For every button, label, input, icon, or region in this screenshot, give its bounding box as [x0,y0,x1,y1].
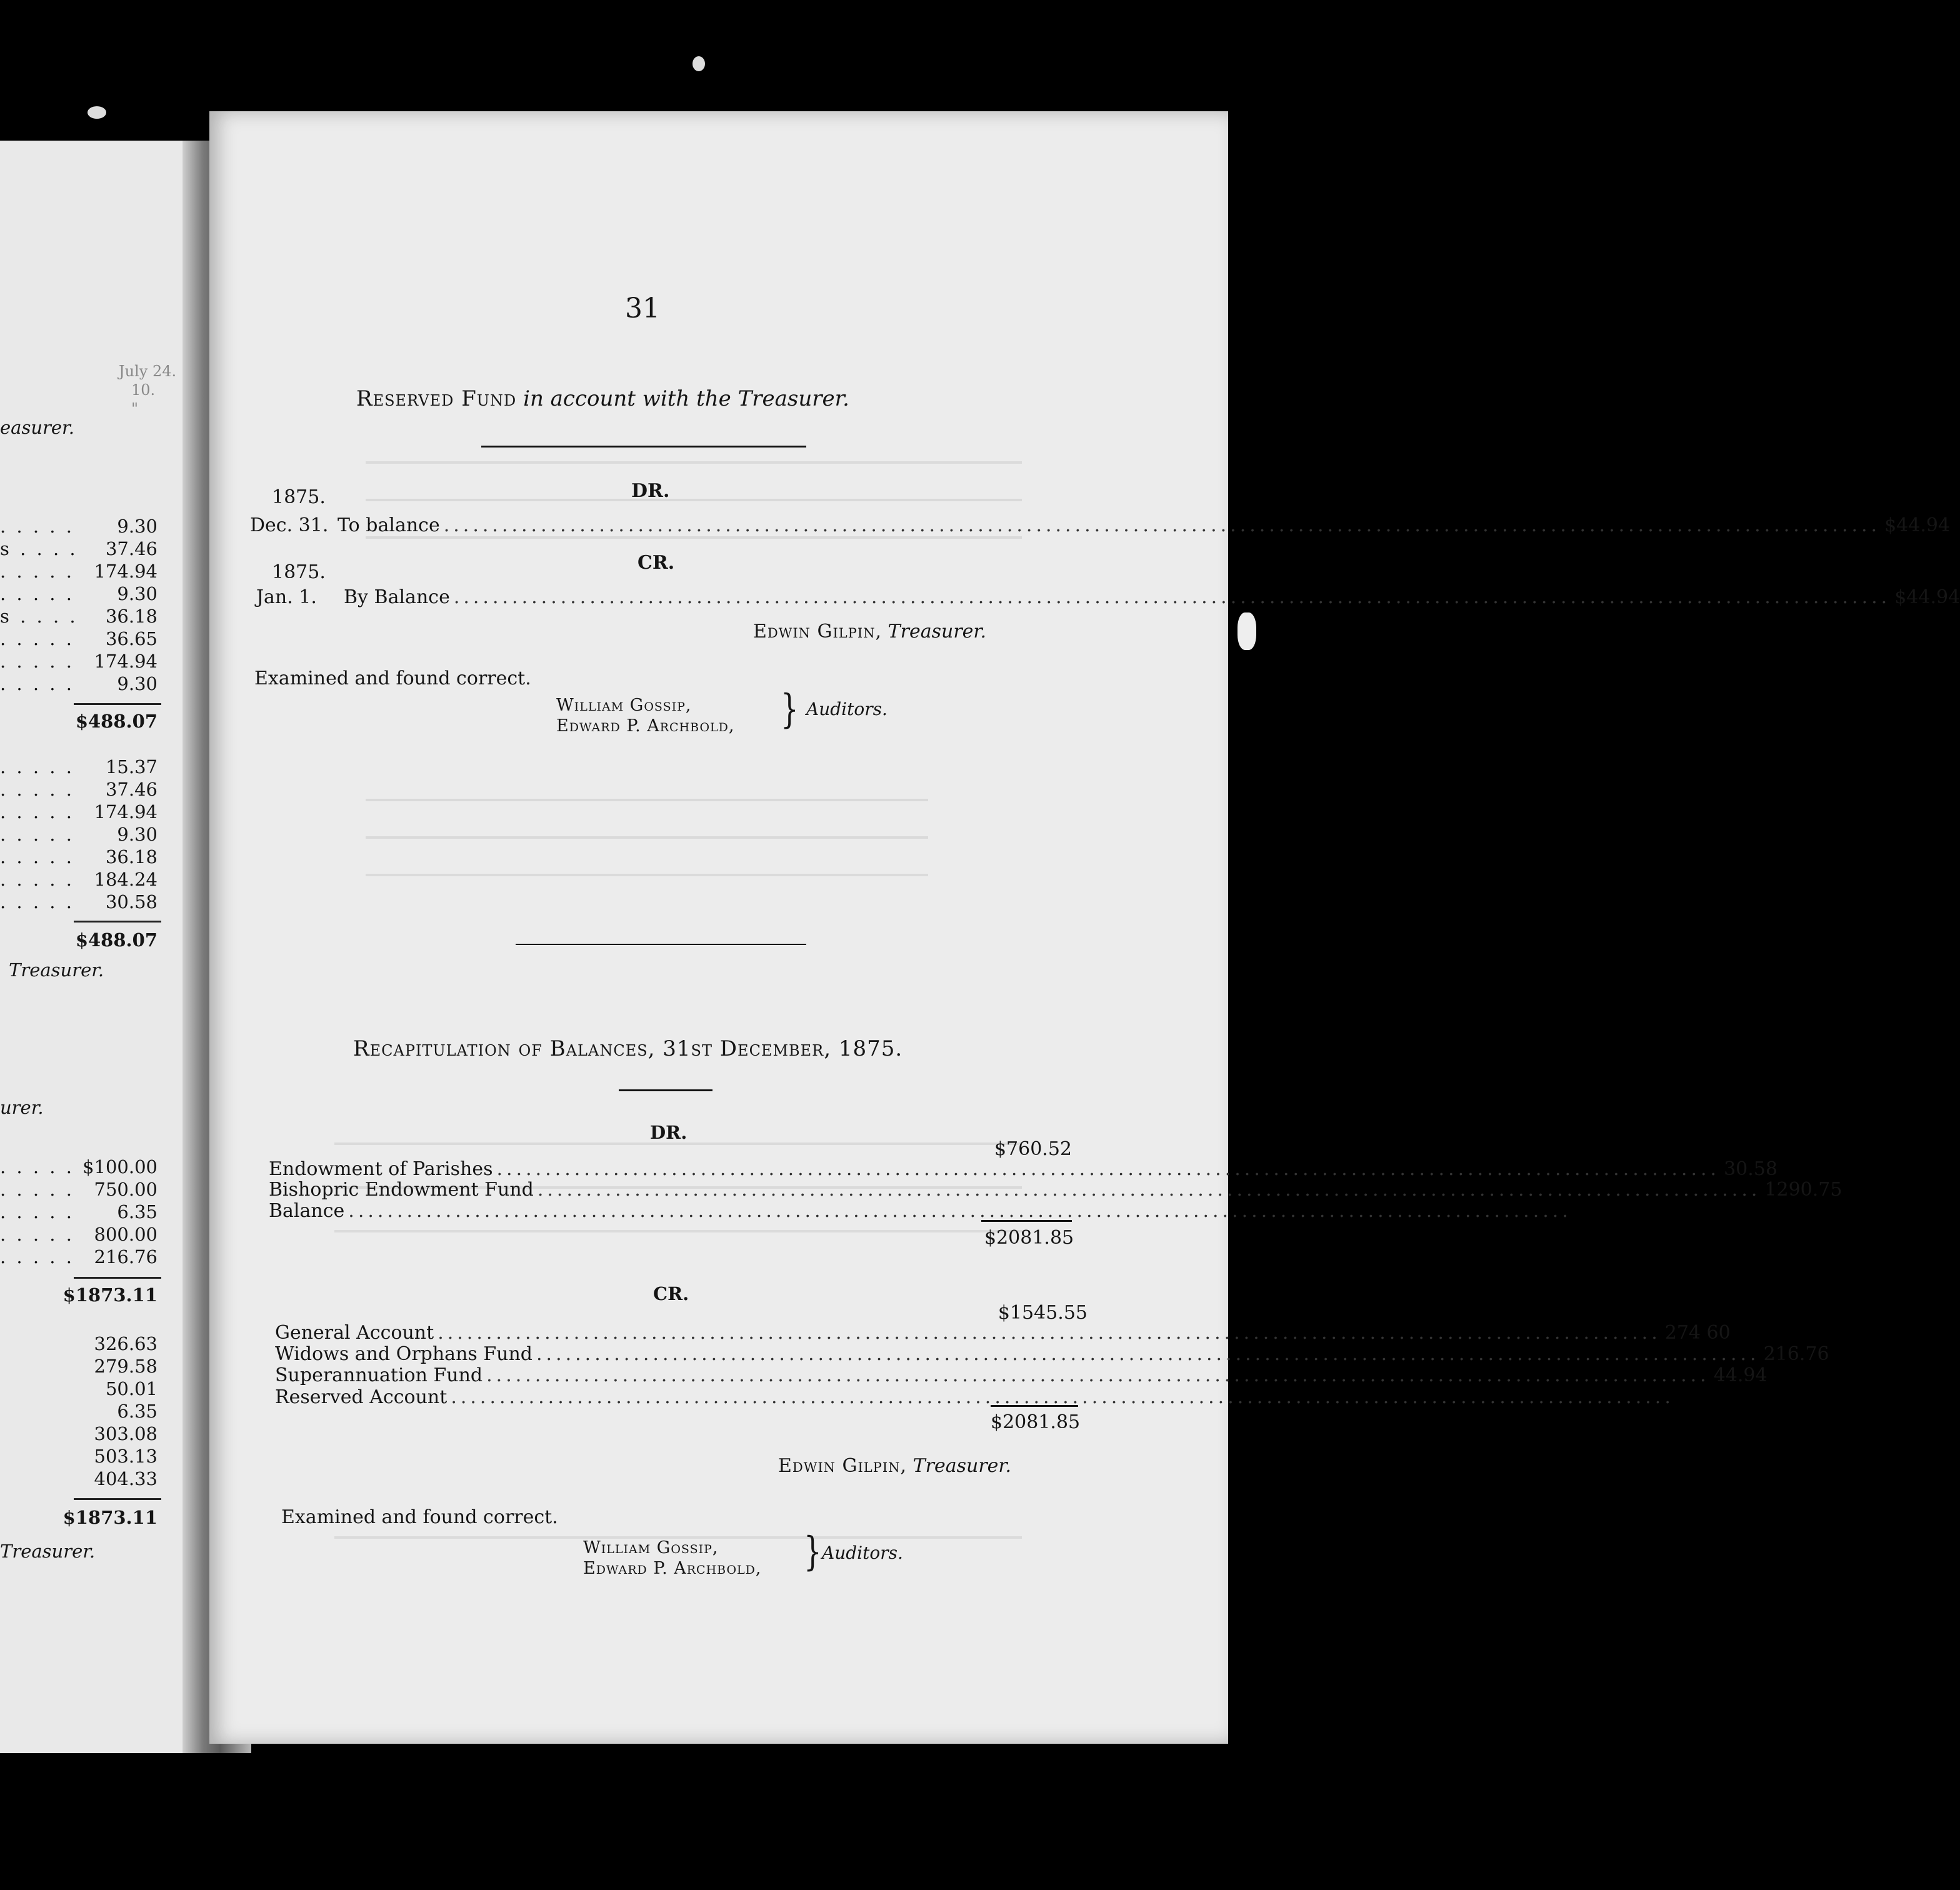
left-value: 36.18 [105,846,158,868]
recap-cr-amount: 216.76 [1763,1343,1829,1365]
previous-page: July 24. 10. " easurer. . . . . . 9.30 s . . . . 37.46 . . . . . 174.94 . . . . . 9.30 s . . . . 36.18 . . . . . 36.65 . . . . . 174.94 . . . . . 9.30 $488.07 . . . . . 15.37 . . . . . 37.46 . . . . . 174.94 . . . . . 9.30 . . . . . 36.18 . . . . . 184.24 . . . . . 30.58 $488.07 Treasurer. urer. . . . . . $100.00 . . . . . 750.00 . . . . . 6.35 . . . . . 800.00 . . . . . 216.76 $1873.11 326.63 279.58 50.01 6.35 303.08 503.13 404.33 $1873.11 Treasurer. [0,141,206,1753]
recapitulation-title: Recapitulation of Balances, 31st December, 1875. [353,1036,903,1061]
reserved-fund-title [356,386,849,411]
dr-heading: DR. [650,1122,688,1143]
dr-amount: $44.94 [1884,514,1951,536]
left-total: $488.07 [75,711,158,732]
recap-cr-label: Widows and Orphans Fund [275,1343,532,1365]
left-value: 9.30 [117,516,158,537]
left-value: 50.01 [105,1378,158,1399]
left-fragment: July 24. [119,362,177,380]
left-treasurer-fragment: Treasurer. [9,959,104,981]
cr-label: By Balance [344,586,450,608]
page-number: 31 [625,292,660,324]
recap-dr-row [269,1158,1778,1180]
left-value: 9.30 [117,673,158,694]
left-value: 174.94 [94,561,158,582]
treasurer-title: Treasurer. [912,1455,1012,1477]
dot-leader: .............................................................................................................................. [451,1386,1674,1408]
left-value: 750.00 [94,1179,158,1200]
left-value: 303.08 [94,1423,158,1444]
recap-cr-label: Superannuation Fund [275,1364,483,1386]
recap-dr-label: Endowment of Parishes [269,1158,493,1180]
recap-cr-row [275,1386,1674,1408]
recap-dr-label: Bishopric Endowment Fund [269,1179,534,1201]
left-value: 174.94 [94,801,158,822]
treasurer-signature [778,1455,1011,1477]
treasurer-name: Edwin Gilpin, [753,621,882,642]
dust-speck [692,56,705,71]
auditor-name: Edward P. Archbold, [583,1559,762,1578]
cr-entry [256,586,1960,608]
left-rule [74,1498,161,1500]
left-value: 184.24 [94,869,158,890]
recap-cr-row [275,1364,1768,1386]
left-treasurer-fragment: urer. [0,1097,44,1118]
reserved-fund-title-italic: in account with the Treasurer. [523,386,849,411]
left-value: 30.58 [105,891,158,912]
brace-icon: } [804,1529,822,1575]
recap-cr-row [275,1343,1829,1365]
left-fragment: 10. [131,381,156,399]
recap-cr-label: Reserved Account [275,1386,448,1408]
treasurer-name: Edwin Gilpin, [778,1455,908,1477]
dr-year: 1875. [272,486,326,508]
total-rule [981,1220,1072,1222]
dr-label: To balance [338,514,440,536]
recap-dr-row [269,1179,1842,1201]
left-rule [74,921,161,922]
recap-dr-row [269,1200,1572,1222]
recap-dr-total: $2081.85 [984,1227,1074,1249]
cr-date: Jan. 1. [256,586,317,608]
dot-leader: .............................................................................................................................. [496,1158,1721,1180]
left-total: $1873.11 [62,1284,158,1306]
title-rule [481,446,806,448]
left-value: 9.30 [117,583,158,604]
dot-leader: .................................................................................................................................................... [453,586,1891,608]
left-total: $1873.11 [62,1507,158,1528]
recap-dr-amount: $760.52 [994,1138,1072,1160]
bleed-through-texture [209,111,1228,1744]
left-treasurer-fragment: easurer. [0,417,74,438]
auditor-name: William Gossip, [583,1538,719,1558]
left-value: 279.58 [94,1356,158,1377]
recap-cr-total: $2081.85 [991,1411,1081,1433]
dr-entry [250,514,1951,536]
left-value: 174.94 [94,651,158,672]
dr-date: Dec. 31. [250,514,329,536]
recap-dr-row [269,1138,1072,1160]
page-31 [209,111,1960,1744]
title-rule [619,1089,712,1091]
dot-leader: .................................................................................................................................................... [443,514,1881,536]
left-value: 37.46 [105,779,158,800]
dust-speck [88,106,106,119]
recap-cr-label: General Account [275,1322,434,1344]
recap-cr-amount: $1545.55 [998,1302,1088,1324]
reserved-fund-title-caps: Reserved Fund [356,386,517,411]
left-value: 326.63 [94,1333,158,1354]
left-fragment: " [131,400,139,418]
left-value: 36.18 [105,606,158,627]
section-divider [516,944,806,945]
dr-heading: DR. [631,480,670,502]
left-value: 216.76 [94,1246,158,1268]
left-total: $488.07 [75,929,158,951]
left-value: 15.37 [105,756,158,778]
dust-speck [1238,612,1256,650]
total-rule [991,1405,1078,1407]
examined-statement: Examined and found correct. [254,668,531,689]
dot-leader: .............................................................................................................................. [438,1322,1661,1344]
recap-cr-amount: 274 60 [1664,1322,1731,1344]
left-value: 6.35 [117,1401,158,1422]
left-value: 37.46 [105,538,158,559]
left-rule [74,1277,161,1279]
left-value: 6.35 [117,1201,158,1222]
cr-heading: CR. [653,1283,689,1304]
recap-cr-row [275,1302,1088,1324]
recap-cr-amount: 44.94 [1713,1364,1768,1386]
examined-statement: Examined and found correct. [281,1506,558,1528]
left-value: 503.13 [94,1446,158,1467]
dot-leader: .............................................................................................................................. [536,1343,1760,1365]
auditor-name: Edward P. Archbold, [556,716,735,736]
recap-dr-label: Balance [269,1200,345,1222]
left-value: 36.65 [105,628,158,649]
dot-leader: .............................................................................................................................. [348,1200,1572,1222]
treasurer-title: Treasurer. [888,621,987,642]
cr-amount: $44.94 [1894,586,1960,608]
left-value: 800.00 [94,1224,158,1245]
auditors-label: Auditors. [822,1542,903,1563]
dot-leader: .............................................................................................................................. [486,1364,1710,1386]
left-rule [74,703,161,705]
recap-cr-row [275,1322,1731,1344]
recap-dr-amount: 30.58 [1724,1158,1778,1180]
treasurer-signature [753,621,986,642]
left-value: 9.30 [117,824,158,845]
recap-dr-amount: 1290.75 [1764,1179,1842,1201]
cr-year: 1875. [272,561,326,583]
left-value: 404.33 [94,1468,158,1489]
auditor-name: William Gossip, [556,696,692,715]
dot-leader: .............................................................................................................................. [537,1179,1761,1201]
auditors-label: Auditors. [806,699,888,719]
cr-heading: CR. [638,552,675,574]
left-value: $100.00 [82,1156,158,1178]
left-treasurer-fragment: Treasurer. [0,1541,96,1562]
brace-icon: } [781,686,799,732]
